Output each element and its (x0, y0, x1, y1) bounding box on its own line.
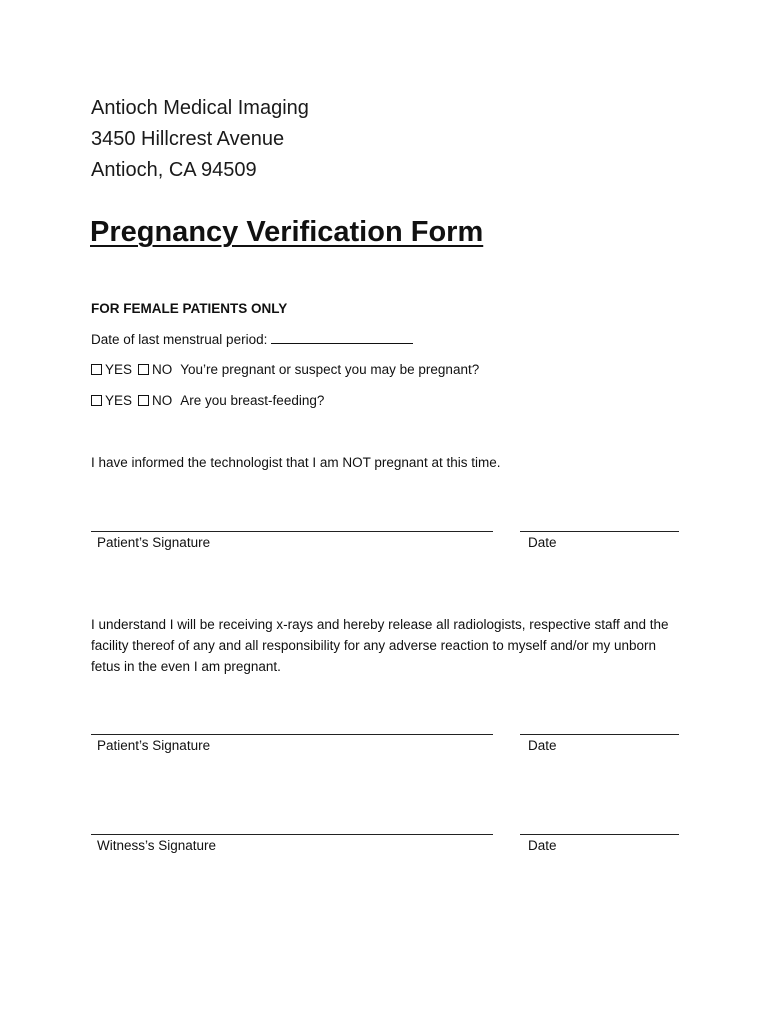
question-row-pregnant (91, 362, 479, 377)
lmp-input-line[interactable] (271, 330, 413, 344)
section-heading: FOR FEMALE PATIENTS ONLY (91, 301, 288, 316)
date-line-1[interactable] (520, 531, 679, 532)
patient-signature-line-1[interactable] (91, 531, 493, 532)
witness-signature-label: Witness’s Signature (97, 838, 217, 853)
no-label: NO (152, 393, 173, 408)
not-pregnant-statement: I have informed the technologist that I am NOT pregnant at this time. (91, 455, 501, 470)
patient-signature-label-1: Patient’s Signature (97, 535, 211, 550)
question-text-pregnant: You’re pregnant or suspect you may be pregnant? (180, 362, 480, 377)
date-label-2: Date (528, 738, 557, 753)
lmp-label: Date of last menstrual period: (91, 332, 268, 347)
city-state-zip: Antioch, CA 94509 (91, 159, 257, 181)
patient-signature-line-2[interactable] (91, 734, 493, 735)
street-address: 3450 Hillcrest Avenue (91, 128, 285, 150)
date-label-3: Date (528, 838, 557, 853)
question-text-breastfeeding: Are you breast-feeding? (180, 393, 325, 408)
yes-checkbox-breastfeeding[interactable] (91, 395, 102, 406)
release-statement: I understand I will be receiving x-rays and hereby release all radiologists, respective staff and the facility thereof of any and all responsibility for any adverse reaction to myself and/or my unborn fetus in the even I am pregnant. (91, 617, 669, 674)
org-name: Antioch Medical Imaging (91, 97, 309, 119)
date-line-2[interactable] (520, 734, 679, 735)
patient-signature-label-2: Patient’s Signature (97, 738, 211, 753)
question-row-breastfeeding (91, 393, 324, 408)
form-title: Pregnancy Verification Form (90, 216, 484, 248)
date-line-3[interactable] (520, 834, 679, 835)
yes-label: YES (105, 362, 133, 377)
lmp-row (91, 330, 413, 348)
date-label-1: Date (528, 535, 557, 550)
no-label: NO (152, 362, 173, 377)
yes-checkbox-pregnant[interactable] (91, 364, 102, 375)
yes-label: YES (105, 393, 133, 408)
witness-signature-line[interactable] (91, 834, 493, 835)
no-checkbox-pregnant[interactable] (138, 364, 149, 375)
no-checkbox-breastfeeding[interactable] (138, 395, 149, 406)
